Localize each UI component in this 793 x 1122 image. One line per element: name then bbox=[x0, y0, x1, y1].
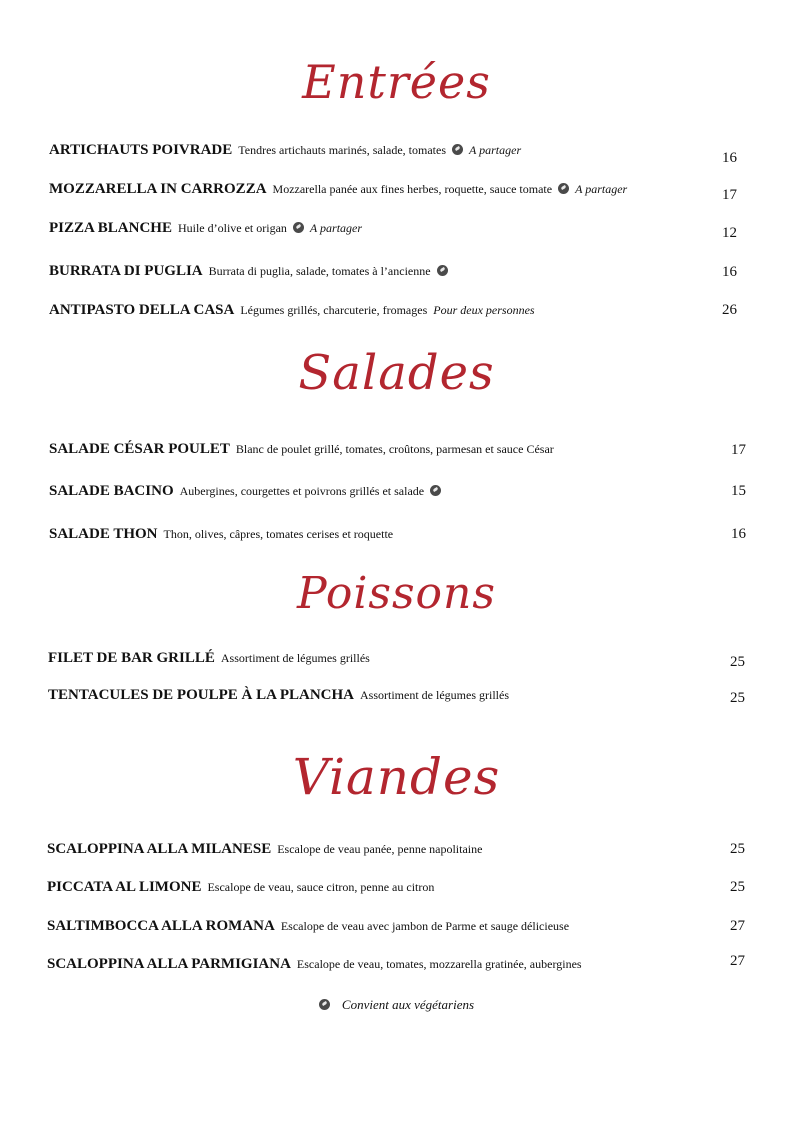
menu-item bbox=[0, 441, 793, 465]
item-price: 27 bbox=[730, 918, 745, 934]
item-name: TENTACULES DE POULPE À LA PLANCHA bbox=[48, 687, 355, 703]
vegetarian-leaf-icon bbox=[319, 999, 330, 1010]
section-title-salades: Salades bbox=[298, 345, 495, 401]
item-description: Burrata di puglia, salade, tomates à l’ancienne bbox=[208, 264, 431, 278]
item-description: Escalope de veau panée, penne napolitaine bbox=[277, 842, 483, 856]
item-description: Escalope de veau avec jambon de Parme et sauge délicieuse bbox=[280, 919, 570, 933]
item-price: 16 bbox=[731, 526, 746, 542]
menu-item bbox=[0, 483, 793, 507]
menu-item bbox=[0, 841, 793, 865]
item-price: 25 bbox=[730, 841, 745, 857]
vegetarian-leaf-icon bbox=[558, 183, 569, 194]
item-name: SCALOPPINA ALLA MILANESE bbox=[47, 841, 272, 857]
item-name: SALTIMBOCCA ALLA ROMANA bbox=[47, 918, 275, 934]
legend-text: Convient aux végétariens bbox=[341, 997, 475, 1012]
vegetarian-leaf-icon bbox=[437, 265, 448, 276]
item-price: 16 bbox=[722, 264, 737, 280]
menu-item bbox=[0, 526, 793, 550]
menu-item bbox=[0, 181, 793, 205]
item-description: Blanc de poulet grillé, tomates, croûtons, parmesan et sauce César bbox=[235, 442, 554, 456]
vegetarian-legend bbox=[0, 997, 793, 1013]
menu-item bbox=[0, 650, 793, 674]
menu-item bbox=[0, 918, 793, 942]
menu-item bbox=[0, 220, 793, 244]
item-description: Aubergines, courgettes et poivrons grillés et salade bbox=[179, 484, 425, 498]
item-description: Mozzarella panée aux fines herbes, roquette, sauce tomate bbox=[272, 182, 553, 196]
item-name: ARTICHAUTS POIVRADE bbox=[49, 142, 233, 158]
item-description: Huile d’olive et origan bbox=[177, 221, 287, 235]
item-name: PICCATA AL LIMONE bbox=[47, 879, 202, 895]
item-note: Pour deux personnes bbox=[433, 303, 535, 317]
item-price: 17 bbox=[722, 187, 737, 203]
menu-item bbox=[0, 263, 793, 287]
menu-item bbox=[0, 142, 793, 166]
item-name: PIZZA BLANCHE bbox=[49, 220, 172, 236]
item-price: 25 bbox=[730, 690, 745, 706]
item-description: Thon, olives, câpres, tomates cerises et roquette bbox=[163, 527, 394, 541]
item-description: Tendres artichauts marinés, salade, tomates bbox=[238, 143, 446, 157]
vegetarian-leaf-icon bbox=[293, 222, 304, 233]
item-name: SALADE BACINO bbox=[49, 483, 174, 499]
item-price: 25 bbox=[730, 879, 745, 895]
vegetarian-leaf-icon bbox=[430, 485, 441, 496]
menu-item bbox=[0, 302, 793, 326]
item-name: FILET DE BAR GRILLÉ bbox=[48, 650, 215, 666]
section-title-poissons: Poissons bbox=[297, 568, 496, 619]
item-name: ANTIPASTO DELLA CASA bbox=[49, 302, 235, 318]
item-description: Assortiment de légumes grillés bbox=[220, 651, 370, 665]
item-price: 12 bbox=[722, 225, 737, 241]
section-title-entrees: Entrées bbox=[302, 55, 491, 109]
item-note: A partager bbox=[575, 182, 628, 196]
item-name: SALADE THON bbox=[49, 526, 158, 542]
item-price: 17 bbox=[731, 442, 746, 458]
item-name: BURRATA DI PUGLIA bbox=[49, 263, 203, 279]
section-title-viandes: Viandes bbox=[292, 748, 501, 806]
item-price: 15 bbox=[731, 483, 746, 499]
item-note: A partager bbox=[309, 221, 363, 235]
item-description: Escalope de veau, tomates, mozzarella gratinée, aubergines bbox=[296, 957, 582, 971]
vegetarian-leaf-icon bbox=[452, 144, 463, 155]
menu-item bbox=[0, 879, 793, 903]
item-description: Escalope de veau, sauce citron, penne au citron bbox=[207, 880, 435, 894]
item-note: A partager bbox=[469, 143, 522, 157]
item-description: Assortiment de légumes grillés bbox=[360, 688, 509, 702]
menu-item bbox=[0, 953, 793, 980]
menu-item bbox=[0, 687, 793, 711]
item-name: SCALOPPINA ALLA PARMIGIANA bbox=[47, 956, 291, 972]
item-name: SALADE CÉSAR POULET bbox=[49, 441, 230, 457]
item-price: 25 bbox=[730, 654, 745, 670]
item-name: MOZZARELLA IN CARROZZA bbox=[49, 181, 267, 197]
item-price: 26 bbox=[722, 302, 737, 318]
item-price: 16 bbox=[722, 150, 737, 166]
item-price: 27 bbox=[730, 953, 745, 969]
item-description: Légumes grillés, charcuterie, fromages bbox=[240, 303, 428, 317]
